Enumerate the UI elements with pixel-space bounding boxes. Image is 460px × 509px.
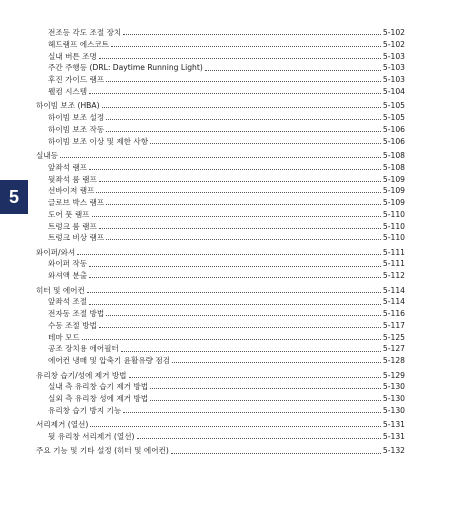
toc-entry-label: 서리제거 (열선) [36, 420, 89, 430]
toc-section-entry[interactable] [36, 367, 405, 379]
toc-entry-label: 주요 기능 및 기타 설정 (히터 및 에어컨) [36, 446, 169, 456]
toc-page-number: 5-105 [382, 113, 405, 123]
toc-entry-label: 실외 측 유리창 성에 제거 방법 [48, 394, 149, 404]
toc-entry-label: 에어컨 냉매 및 압축기 윤활유량 점검 [48, 356, 171, 366]
dot-leader [106, 131, 381, 132]
dot-leader [99, 181, 381, 182]
toc-entry-label: 트렁크 룸 램프 [48, 221, 97, 231]
toc-page-number: 5-102 [382, 39, 405, 49]
dot-leader [60, 157, 381, 158]
toc-page-number: 5-103 [382, 63, 405, 73]
dot-leader [96, 192, 380, 193]
toc-page-number: 5-105 [382, 101, 405, 111]
toc-section-entry[interactable] [36, 417, 405, 429]
toc-section-entry[interactable] [36, 245, 405, 257]
toc-page-number: 5-114 [382, 285, 405, 295]
toc-page-number: 5-102 [382, 28, 405, 38]
toc-subentry[interactable] [36, 122, 405, 134]
toc-entry-label: 주간 주행등 (DRL: Daytime Running Light) [48, 63, 203, 73]
toc-page-number: 5-103 [382, 51, 405, 61]
toc-page-number: 5-111 [382, 259, 405, 269]
table-of-contents [36, 25, 405, 455]
dot-leader [102, 107, 381, 108]
toc-entry-label: 뒷좌석 룸 램프 [48, 174, 97, 184]
toc-entry-label: 수동 조절 방법 [48, 320, 97, 330]
toc-page-number: 5-110 [382, 233, 405, 243]
toc-page-number: 5-110 [382, 209, 405, 219]
toc-page-number: 5-130 [382, 382, 405, 392]
dot-leader [106, 239, 381, 240]
toc-page-number: 5-108 [382, 151, 405, 161]
dot-leader [172, 362, 381, 363]
toc-entry-label: 하이빔 보조 (HBA) [36, 101, 100, 111]
dot-leader [106, 81, 381, 82]
toc-page-number: 5-106 [382, 136, 405, 146]
toc-page-number: 5-104 [382, 86, 405, 96]
toc-subentry[interactable] [36, 25, 405, 37]
toc-entry-label: 선바이저 램프 [48, 186, 95, 196]
toc-subentry[interactable] [36, 72, 405, 84]
toc-entry-label: 와이퍼 작동 [48, 259, 88, 269]
dot-leader [89, 304, 381, 305]
toc-subentry[interactable] [36, 84, 405, 96]
toc-entry-label: 뒷 유리창 서리제거 (열선) [48, 432, 135, 442]
dot-leader [90, 426, 381, 427]
toc-subentry[interactable] [36, 403, 405, 415]
toc-page-number: 5-103 [382, 75, 405, 85]
toc-subentry[interactable] [36, 330, 405, 342]
dot-leader [77, 254, 381, 255]
toc-subentry[interactable] [36, 306, 405, 318]
toc-entry-label: 공조 장치용 에어필터 [48, 344, 119, 354]
toc-subentry[interactable] [36, 256, 405, 268]
toc-subentry[interactable] [36, 110, 405, 122]
dot-leader [150, 400, 381, 401]
toc-subentry[interactable] [36, 171, 405, 183]
toc-page-number: 5-132 [382, 446, 405, 456]
toc-page-number: 5-131 [382, 420, 405, 430]
toc-section-entry[interactable] [36, 283, 405, 295]
toc-page-number: 5-125 [382, 332, 405, 342]
toc-entry-label: 전조등 각도 조절 장치 [48, 28, 122, 38]
toc-subentry[interactable] [36, 218, 405, 230]
toc-page-number: 5-128 [382, 356, 405, 366]
toc-entry-label: 앞좌석 램프 [48, 162, 88, 172]
dot-leader [92, 216, 381, 217]
toc-subentry[interactable] [36, 391, 405, 403]
toc-entry-label: 유리창 습기 방지 기능 [48, 405, 122, 415]
dot-leader [89, 93, 381, 94]
toc-subentry[interactable] [36, 183, 405, 195]
toc-entry-label: 글로브 박스 램프 [48, 198, 105, 208]
toc-subentry[interactable] [36, 60, 405, 72]
toc-entry-label: 전자동 조절 방법 [48, 309, 105, 319]
dot-leader [106, 204, 381, 205]
toc-page-number: 5-112 [382, 271, 405, 281]
dot-leader [129, 377, 381, 378]
dot-leader [137, 438, 381, 439]
dot-leader [111, 46, 381, 47]
dot-leader [123, 34, 381, 35]
toc-entry-label: 실내등 [36, 151, 59, 161]
dot-leader [121, 351, 381, 352]
toc-page-number: 5-127 [382, 344, 405, 354]
dot-leader [123, 412, 381, 413]
chapter-tab: 5 [0, 180, 28, 214]
toc-subentry[interactable] [36, 230, 405, 242]
toc-page-number: 5-109 [382, 186, 405, 196]
toc-entry-label: 하이빔 보조 설정 [48, 113, 105, 123]
toc-page-number: 5-130 [382, 405, 405, 415]
toc-subentry[interactable] [36, 379, 405, 391]
dot-leader [89, 266, 381, 267]
toc-subentry[interactable] [36, 318, 405, 330]
toc-page-number: 5-106 [382, 124, 405, 134]
toc-page-number: 5-109 [382, 198, 405, 208]
toc-subentry[interactable] [36, 341, 405, 353]
dot-leader [99, 58, 381, 59]
toc-subentry[interactable] [36, 268, 405, 280]
toc-entry-label: 트렁크 비상 램프 [48, 233, 105, 243]
toc-section-entry[interactable] [36, 443, 405, 455]
toc-entry-label: 히터 및 에어컨 [36, 285, 85, 295]
toc-subentry[interactable] [36, 133, 405, 145]
toc-subentry[interactable] [36, 49, 405, 61]
toc-entry-label: 웰컴 시스템 [48, 86, 88, 96]
dot-leader [87, 292, 381, 293]
toc-entry-label: 도어 풋 램프 [48, 209, 90, 219]
toc-entry-label: 후진 가이드 램프 [48, 75, 105, 85]
toc-subentry[interactable] [36, 195, 405, 207]
toc-subentry[interactable] [36, 294, 405, 306]
toc-page-number: 5-117 [382, 320, 405, 330]
toc-page-number: 5-116 [382, 309, 405, 319]
toc-section-entry[interactable] [36, 98, 405, 110]
toc-entry-label: 하이빔 보조 이상 및 제한 사항 [48, 136, 149, 146]
dot-leader [171, 453, 381, 454]
toc-section-entry[interactable] [36, 148, 405, 160]
dot-leader [99, 228, 381, 229]
dot-leader [89, 169, 381, 170]
toc-entry-label: 실내 측 유리창 습기 제거 방법 [48, 382, 149, 392]
dot-leader [150, 388, 381, 389]
toc-subentry[interactable] [36, 160, 405, 172]
toc-subentry[interactable] [36, 429, 405, 441]
toc-entry-label: 하이빔 보조 작동 [48, 124, 105, 134]
toc-page-number: 5-114 [382, 297, 405, 307]
toc-entry-label: 실내 버튼 조명 [48, 51, 97, 61]
toc-subentry[interactable] [36, 353, 405, 365]
dot-leader [82, 339, 381, 340]
toc-page-number: 5-111 [382, 247, 405, 257]
toc-entry-label: 유리창 습기/성에 제거 방법 [36, 370, 127, 380]
toc-entry-label: 헤드램프 에스코트 [48, 39, 110, 49]
toc-entry-label: 테마 모드 [48, 332, 80, 342]
dot-leader [106, 315, 381, 316]
toc-subentry[interactable] [36, 207, 405, 219]
toc-entry-label: 와이퍼/와셔 [36, 247, 76, 257]
toc-entry-label: 와셔액 분출 [48, 271, 88, 281]
toc-page-number: 5-130 [382, 394, 405, 404]
toc-entry-label: 앞좌석 조절 [48, 297, 88, 307]
toc-page-number: 5-110 [382, 221, 405, 231]
toc-subentry[interactable] [36, 37, 405, 49]
toc-page-number: 5-109 [382, 174, 405, 184]
dot-leader [99, 327, 381, 328]
dot-leader [205, 70, 381, 71]
dot-leader [150, 143, 381, 144]
dot-leader [106, 119, 381, 120]
toc-page-number: 5-131 [382, 432, 405, 442]
dot-leader [89, 277, 381, 278]
toc-page-number: 5-129 [382, 370, 405, 380]
toc-page-number: 5-108 [382, 162, 405, 172]
